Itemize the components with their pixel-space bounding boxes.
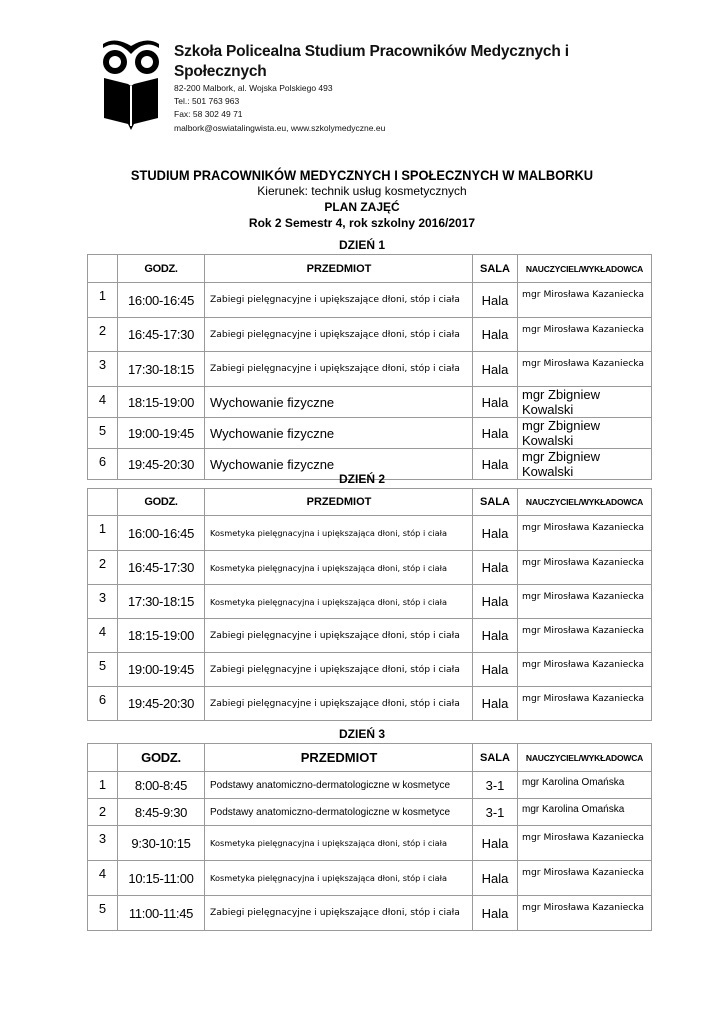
row-subject: Kosmetyka pielęgnacyjna i upiększająca dłoni, stóp i ciała bbox=[205, 861, 473, 896]
row-time: 19:00-19:45 bbox=[118, 653, 205, 687]
day-3-label: DZIEŃ 3 bbox=[338, 727, 385, 741]
row-subject: Wychowanie fizyczne bbox=[205, 418, 473, 449]
row-teacher: mgr Mirosława Kazaniecka bbox=[518, 516, 652, 551]
row-number: 1 bbox=[88, 283, 118, 318]
row-number: 2 bbox=[88, 799, 118, 826]
row-teacher: mgr Mirosława Kazaniecka bbox=[518, 896, 652, 931]
row-time: 19:45-20:30 bbox=[118, 687, 205, 721]
row-teacher: mgr Karolina Omańska bbox=[518, 799, 652, 826]
table-row bbox=[88, 619, 652, 653]
header-time: GODZ. bbox=[118, 744, 205, 772]
table-row bbox=[88, 799, 652, 826]
table-row bbox=[88, 387, 652, 418]
school-contact: malbork@oswiatalingwista.eu, www.szkolymedyczne.eu bbox=[174, 122, 386, 133]
row-time: 17:30-18:15 bbox=[118, 352, 205, 387]
row-room: 3-1 bbox=[473, 799, 518, 826]
row-subject: Zabiegi pielęgnacyjne i upiększające dłoni, stóp i ciała bbox=[205, 896, 473, 931]
row-teacher: mgr Karolina Omańska bbox=[518, 772, 652, 799]
row-number: 4 bbox=[88, 619, 118, 653]
school-fax: Fax: 58 302 49 71 bbox=[174, 109, 243, 120]
row-teacher: mgr Mirosława Kazaniecka bbox=[518, 653, 652, 687]
row-room: 3-1 bbox=[473, 772, 518, 799]
school-address: 82-200 Malbork, al. Wojska Polskiego 493 bbox=[174, 83, 333, 93]
day-1-label: DZIEŃ 1 bbox=[338, 238, 385, 252]
row-number: 4 bbox=[88, 861, 118, 896]
row-time: 16:00-16:45 bbox=[118, 516, 205, 551]
row-room: Hala bbox=[473, 318, 518, 352]
school-tel: Tel.: 501 763 963 bbox=[174, 96, 240, 107]
header-no bbox=[88, 744, 118, 772]
row-room: Hala bbox=[473, 418, 518, 449]
row-teacher: mgr Mirosława Kazaniecka bbox=[518, 283, 652, 318]
header-teacher: NAUCZYCIEL/WYKŁADOWCA bbox=[518, 744, 652, 772]
row-teacher: mgr Zbigniew Kowalski bbox=[518, 387, 652, 418]
row-number: 5 bbox=[88, 418, 118, 449]
table-row bbox=[88, 318, 652, 352]
table-header-row bbox=[88, 489, 652, 516]
row-subject: Zabiegi pielęgnacyjne i upiększające dłoni, stóp i ciała bbox=[205, 687, 473, 721]
row-subject: Wychowanie fizyczne bbox=[205, 387, 473, 418]
row-number: 6 bbox=[88, 687, 118, 721]
row-subject: Podstawy anatomiczno-dermatologiczne w kosmetyce bbox=[205, 772, 473, 799]
row-room: Hala bbox=[473, 653, 518, 687]
day-3-table bbox=[87, 743, 652, 931]
row-teacher: mgr Mirosława Kazaniecka bbox=[518, 619, 652, 653]
row-number: 5 bbox=[88, 653, 118, 687]
header-subject: PRZEDMIOT bbox=[205, 744, 473, 772]
table-header-row bbox=[88, 255, 652, 283]
table-row bbox=[88, 516, 652, 551]
header-no bbox=[88, 489, 118, 516]
row-number: 6 bbox=[88, 449, 118, 480]
row-number: 2 bbox=[88, 318, 118, 352]
row-teacher: mgr Mirosława Kazaniecka bbox=[518, 826, 652, 861]
row-time: 18:15-19:00 bbox=[118, 619, 205, 653]
row-number: 1 bbox=[88, 772, 118, 799]
header-no bbox=[88, 255, 118, 283]
row-subject: Zabiegi pielęgnacyjne i upiększające dłoni, stóp i ciała bbox=[205, 318, 473, 352]
row-subject: Kosmetyka pielęgnacyjna i upiększająca dłoni, stóp i ciała bbox=[205, 516, 473, 551]
row-room: Hala bbox=[473, 352, 518, 387]
day-1-table bbox=[87, 254, 652, 480]
row-number: 2 bbox=[88, 551, 118, 585]
row-time: 9:30-10:15 bbox=[118, 826, 205, 861]
row-time: 17:30-18:15 bbox=[118, 585, 205, 619]
header-room: SALA bbox=[473, 255, 518, 283]
header-time: GODZ. bbox=[118, 489, 205, 516]
row-room: Hala bbox=[473, 861, 518, 896]
row-teacher: mgr Zbigniew Kowalski bbox=[518, 418, 652, 449]
table-header-row bbox=[88, 744, 652, 772]
letterhead bbox=[100, 38, 660, 138]
row-room: Hala bbox=[473, 619, 518, 653]
row-subject: Kosmetyka pielęgnacyjna i upiększająca dłoni, stóp i ciała bbox=[205, 585, 473, 619]
row-time: 16:45-17:30 bbox=[118, 551, 205, 585]
row-time: 10:15-11:00 bbox=[118, 861, 205, 896]
row-subject: Kosmetyka pielęgnacyjna i upiększająca dłoni, stóp i ciała bbox=[205, 826, 473, 861]
row-number: 3 bbox=[88, 585, 118, 619]
row-time: 19:00-19:45 bbox=[118, 418, 205, 449]
row-number: 3 bbox=[88, 352, 118, 387]
row-subject: Zabiegi pielęgnacyjne i upiększające dłoni, stóp i ciała bbox=[205, 653, 473, 687]
table-row bbox=[88, 283, 652, 318]
table-row bbox=[88, 896, 652, 931]
year-semester-line: Rok 2 Semestr 4, rok szkolny 2016/2017 bbox=[248, 216, 476, 230]
row-subject: Podstawy anatomiczno-dermatologiczne w kosmetyce bbox=[205, 799, 473, 826]
row-room: Hala bbox=[473, 896, 518, 931]
row-teacher: mgr Zbigniew Kowalski bbox=[518, 449, 652, 480]
page-title: STUDIUM PRACOWNIKÓW MEDYCZNYCH I SPOŁECZNYCH W MALBORKU bbox=[130, 167, 594, 183]
row-room: Hala bbox=[473, 585, 518, 619]
header-room: SALA bbox=[473, 489, 518, 516]
row-room: Hala bbox=[473, 283, 518, 318]
row-time: 19:45-20:30 bbox=[118, 449, 205, 480]
header-time: GODZ. bbox=[118, 255, 205, 283]
row-room: Hala bbox=[473, 449, 518, 480]
row-number: 3 bbox=[88, 826, 118, 861]
row-subject: Kosmetyka pielęgnacyjna i upiększająca dłoni, stóp i ciała bbox=[205, 551, 473, 585]
row-room: Hala bbox=[473, 687, 518, 721]
header-room: SALA bbox=[473, 744, 518, 772]
row-room: Hala bbox=[473, 516, 518, 551]
table-row bbox=[88, 551, 652, 585]
row-teacher: mgr Mirosława Kazaniecka bbox=[518, 352, 652, 387]
school-name: Szkoła Policealna Studium Pracowników Medycznych i Społecznych bbox=[174, 43, 569, 80]
header-subject: PRZEDMIOT bbox=[205, 255, 473, 283]
row-number: 5 bbox=[88, 896, 118, 931]
table-row bbox=[88, 772, 652, 799]
row-number: 1 bbox=[88, 516, 118, 551]
row-room: Hala bbox=[473, 551, 518, 585]
row-room: Hala bbox=[473, 387, 518, 418]
row-teacher: mgr Mirosława Kazaniecka bbox=[518, 551, 652, 585]
table-row bbox=[88, 418, 652, 449]
day-2-table bbox=[87, 488, 652, 721]
document-title-block bbox=[0, 166, 724, 231]
row-subject: Zabiegi pielęgnacyjne i upiększające dłoni, stóp i ciała bbox=[205, 619, 473, 653]
row-teacher: mgr Mirosława Kazaniecka bbox=[518, 318, 652, 352]
owl-book-logo-icon bbox=[100, 38, 162, 134]
table-row bbox=[88, 861, 652, 896]
kierunek-line: Kierunek: technik usług kosmetycznych bbox=[257, 184, 467, 198]
row-subject: Wychowanie fizyczne bbox=[205, 449, 473, 480]
row-time: 11:00-11:45 bbox=[118, 896, 205, 931]
table-row bbox=[88, 687, 652, 721]
row-subject: Zabiegi pielęgnacyjne i upiększające dłoni, stóp i ciała bbox=[205, 283, 473, 318]
row-time: 16:45-17:30 bbox=[118, 318, 205, 352]
row-room: Hala bbox=[473, 826, 518, 861]
table-row bbox=[88, 653, 652, 687]
row-subject: Zabiegi pielęgnacyjne i upiększające dłoni, stóp i ciała bbox=[205, 352, 473, 387]
row-time: 8:45-9:30 bbox=[118, 799, 205, 826]
header-teacher: NAUCZYCIEL/WYKŁADOWCA bbox=[518, 255, 652, 283]
day-2-label: DZIEŃ 2 bbox=[338, 472, 385, 486]
header-teacher: NAUCZYCIEL/WYKŁADOWCA bbox=[518, 489, 652, 516]
row-teacher: mgr Mirosława Kazaniecka bbox=[518, 861, 652, 896]
row-teacher: mgr Mirosława Kazaniecka bbox=[518, 687, 652, 721]
table-row bbox=[88, 826, 652, 861]
row-teacher: mgr Mirosława Kazaniecka bbox=[518, 585, 652, 619]
row-number: 4 bbox=[88, 387, 118, 418]
header-subject: PRZEDMIOT bbox=[205, 489, 473, 516]
table-row bbox=[88, 585, 652, 619]
row-time: 16:00-16:45 bbox=[118, 283, 205, 318]
row-time: 8:00-8:45 bbox=[118, 772, 205, 799]
row-time: 18:15-19:00 bbox=[118, 387, 205, 418]
plan-heading: PLAN ZAJĘĆ bbox=[324, 200, 400, 214]
table-row bbox=[88, 352, 652, 387]
